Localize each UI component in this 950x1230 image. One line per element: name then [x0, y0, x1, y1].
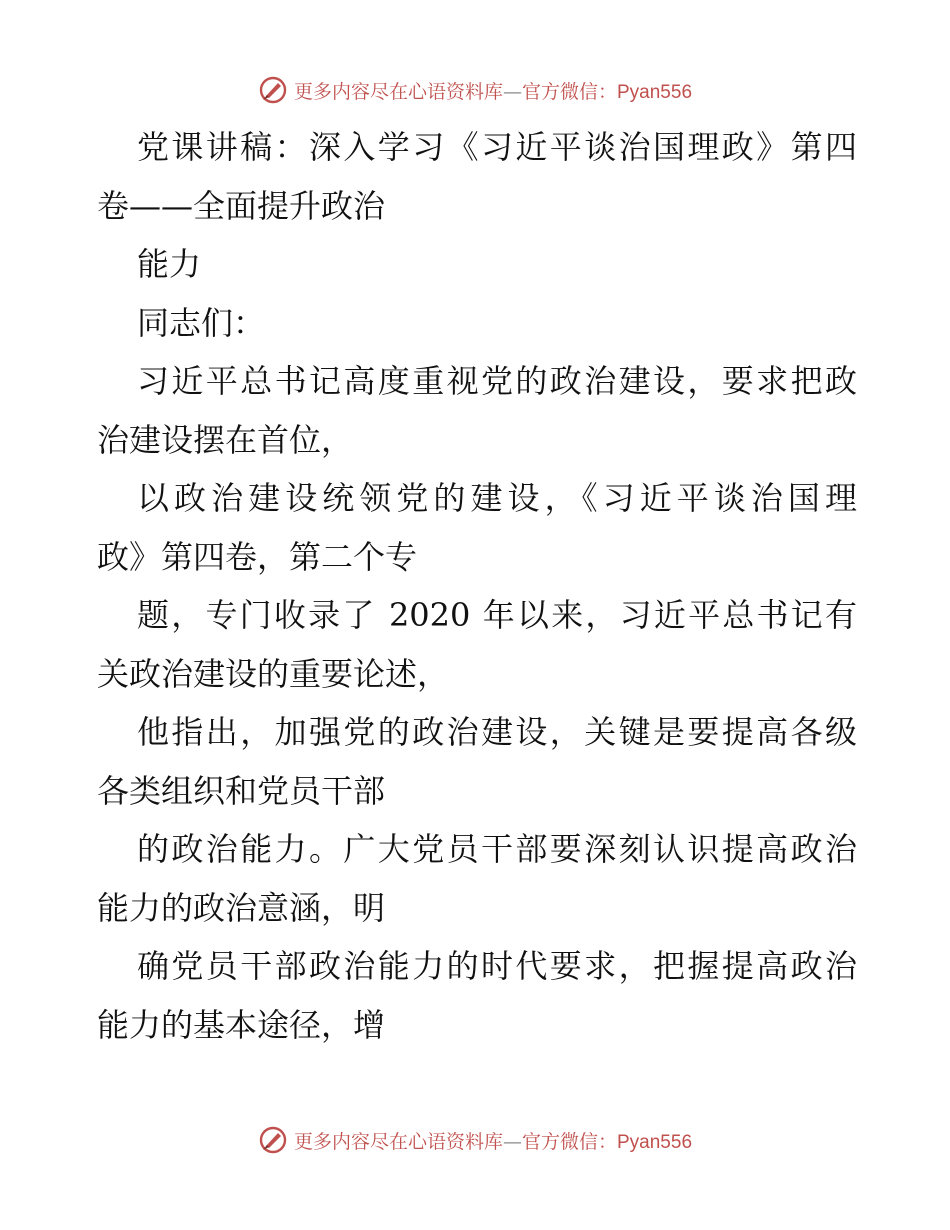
- text-line: 政》第四卷，第二个专: [97, 537, 418, 576]
- banner-wechat-label: 官方微信：: [521, 1130, 617, 1153]
- banner-label: [294, 77, 692, 104]
- text-line: 党课讲稿：深入学习《习近平谈治国理政》第四: [137, 128, 857, 166]
- text-line: 能力的基本途径，增: [97, 1005, 386, 1044]
- text-line: 确党员干部政治能力的时代要求，把握提高政治: [137, 947, 857, 985]
- text-line: 他指出，加强党的政治建设，关键是要提高各级: [137, 713, 857, 751]
- quill-pen-logo-icon: [258, 1125, 288, 1155]
- footer-banner: [0, 1120, 950, 1160]
- text-line: 以政治建设统领党的建设，《习近平谈治国理: [137, 479, 857, 517]
- text-line: 的政治能力。广大党员干部要深刻认识提高政治: [137, 830, 857, 868]
- text-line: 治建设摆在首位，: [97, 420, 354, 459]
- banner-title: 更多内容尽在心语资料库: [293, 1130, 503, 1153]
- text-line: 关政治建设的重要论述，: [97, 654, 450, 693]
- quill-pen-logo-icon: [258, 75, 288, 105]
- text-line: 同志们：: [137, 303, 266, 342]
- text-line: 能力: [137, 245, 202, 283]
- banner-wechat-id: Pyan556: [617, 1131, 693, 1153]
- banner-label: [294, 1127, 692, 1154]
- banner-separator: —: [502, 1130, 522, 1153]
- text-line: 卷——全面提升政治: [97, 186, 386, 225]
- document-body: [97, 118, 857, 1054]
- text-line: 习近平总书记高度重视党的政治建设，要求把政: [137, 362, 857, 400]
- banner-title: 更多内容尽在心语资料库: [293, 80, 503, 103]
- header-banner: [0, 70, 950, 110]
- banner-wechat-label: 官方微信：: [521, 80, 617, 103]
- banner-separator: —: [502, 80, 522, 103]
- text-line: 能力的政治意涵，明: [97, 888, 386, 927]
- text-line: 各类组织和党员干部: [97, 771, 386, 810]
- banner-wechat-id: Pyan556: [617, 81, 693, 103]
- text-line: 题，专门收录了 2020 年以来，习近平总书记有: [137, 596, 857, 634]
